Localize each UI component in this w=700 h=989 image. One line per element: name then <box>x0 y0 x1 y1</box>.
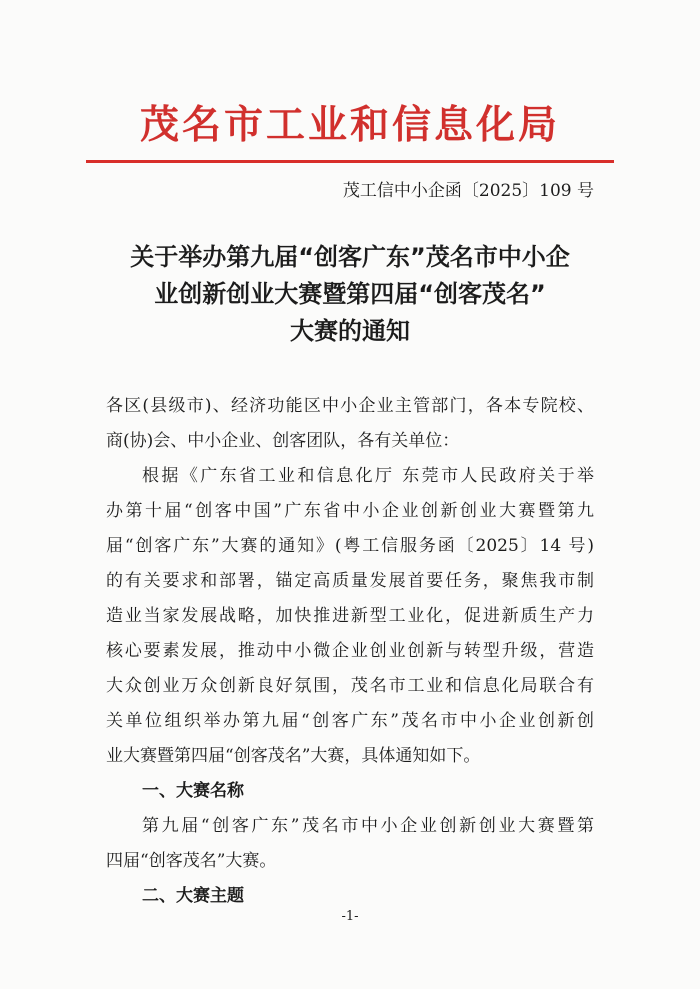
paragraph-line: 届“创客广东”大赛的通知》(粤工信服务函〔2025〕14 号) <box>106 536 594 556</box>
notice-title <box>88 239 612 350</box>
section-heading: 一、大赛名称 <box>142 781 244 801</box>
notice-body <box>106 389 594 914</box>
page-number: -1- <box>341 909 359 924</box>
document-number: 茂工信中小企函〔2025〕109 号 <box>342 181 594 201</box>
title-line: 业创新创业大赛暨第四届“创客茂名” <box>154 280 546 308</box>
paragraph-line: 造业当家发展战略，加快推进新型工业化，促进新质生产力 <box>106 606 594 626</box>
paragraph-line: 大众创业万众创新良好氛围，茂名市工业和信息化局联合有 <box>106 676 594 696</box>
paragraph-line: 业大赛暨第四届“创客茂名”大赛，具体通知如下。 <box>106 746 481 766</box>
title-line: 大赛的通知 <box>290 317 410 345</box>
paragraph-line: 关单位组织举办第九届“创客广东”茂名市中小企业创新创 <box>106 711 594 731</box>
paragraph-line: 的有关要求和部署，锚定高质量发展首要任务，聚焦我市制 <box>106 571 594 591</box>
red-divider-line <box>86 160 614 163</box>
paragraph-line: 办第十届“创客中国”广东省中小企业创新创业大赛暨第九 <box>106 501 594 521</box>
section-heading: 二、大赛主题 <box>142 886 244 906</box>
addressee-line: 商(协)会、中小企业、创客团队，各有关单位： <box>106 431 460 451</box>
paragraph-line: 第九届“创客广东”茂名市中小企业创新创业大赛暨第 <box>142 816 594 836</box>
addressee-line: 各区(县级市)、经济功能区中小企业主管部门，各本专院校、 <box>106 396 594 416</box>
paragraph-line: 核心要素发展，推动中小微企业创业创新与转型升级，营造 <box>106 641 594 661</box>
issuing-authority-masthead: 茂名市工业和信息化局 <box>139 102 560 148</box>
paragraph-line: 根据《广东省工业和信息化厅 东莞市人民政府关于举 <box>142 466 594 486</box>
paragraph-line: 四届“创客茂名”大赛。 <box>106 851 277 871</box>
title-line: 关于举办第九届“创客广东”茂名市中小企 <box>130 243 570 271</box>
